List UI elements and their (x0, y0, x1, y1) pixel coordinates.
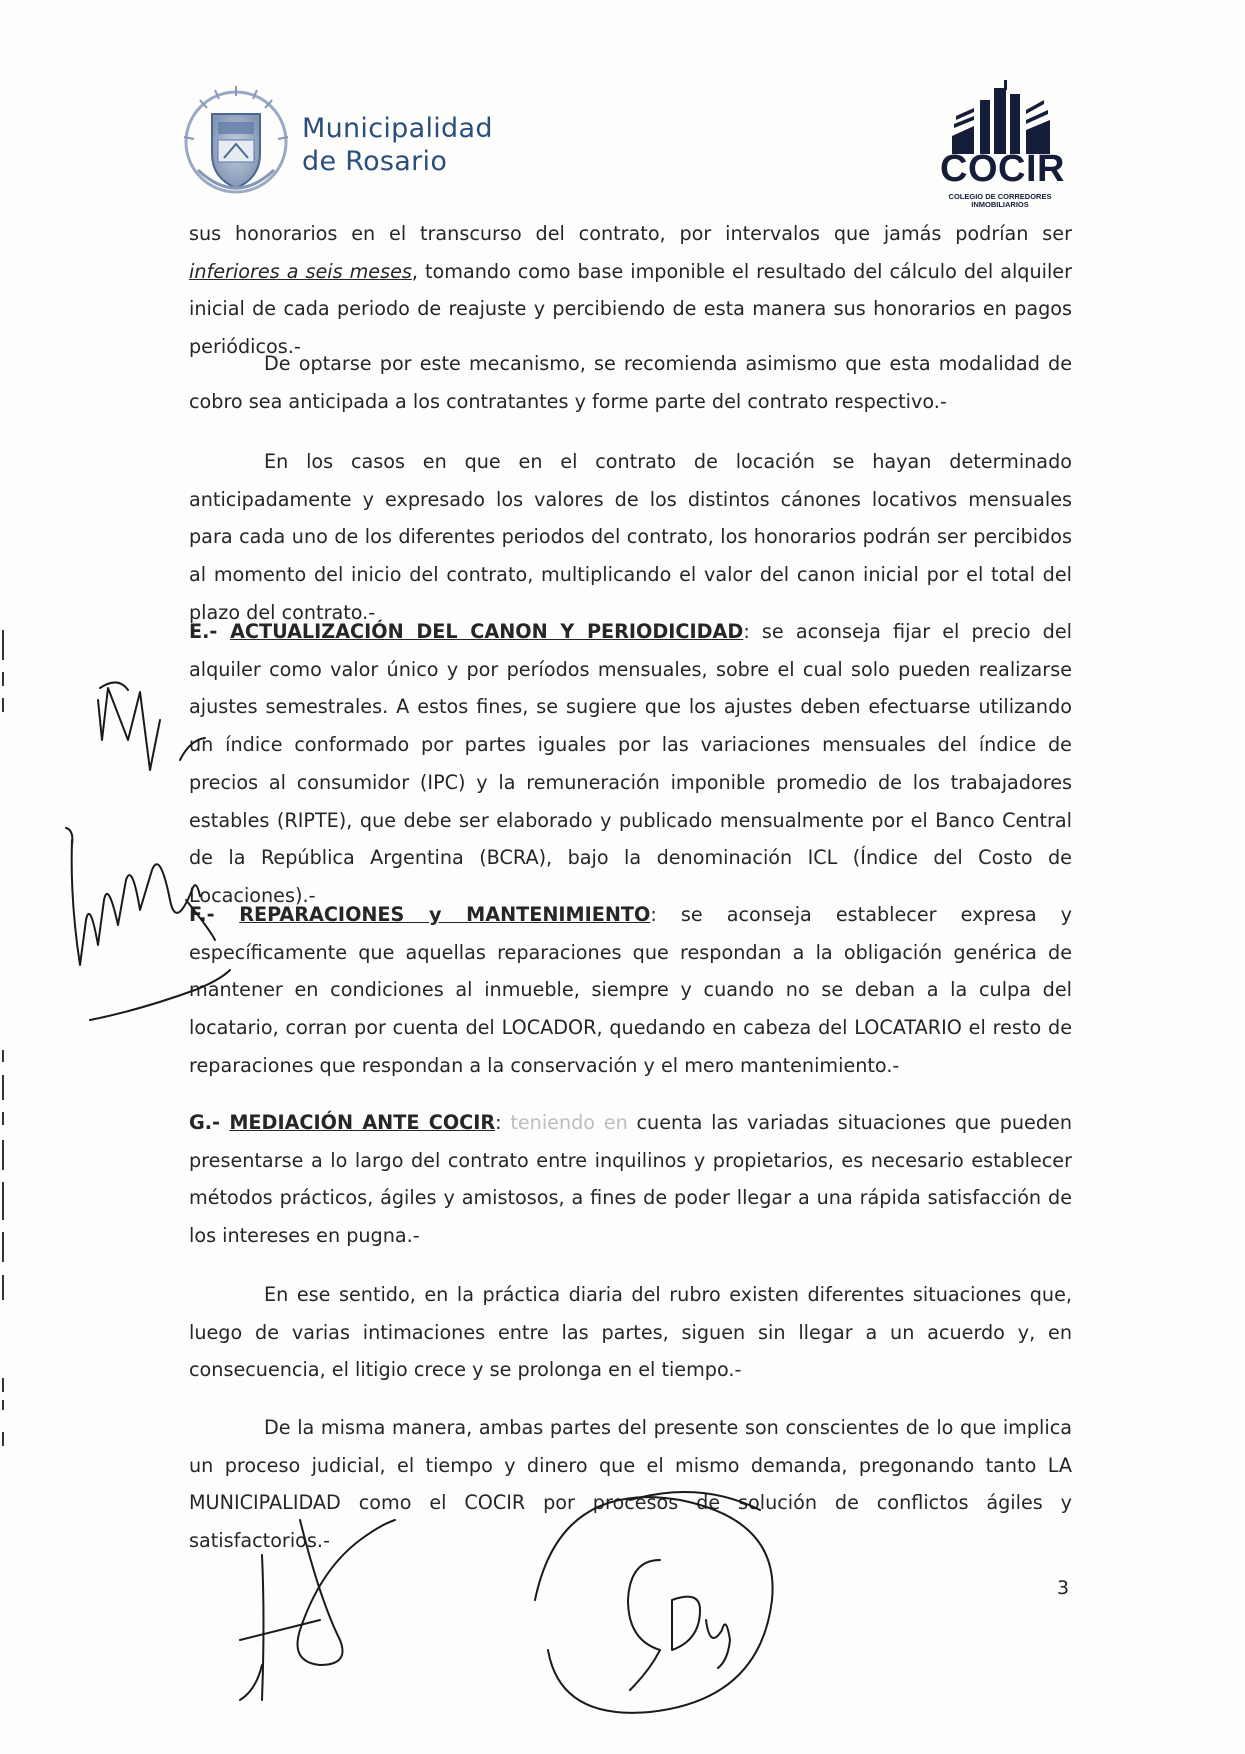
section-g-heading: MEDIACIÓN ANTE COCIR (229, 1111, 496, 1134)
municipality-name (302, 112, 493, 178)
cocir-name: COCIR (940, 148, 1065, 190)
section-e (189, 613, 1072, 915)
section-f-letter: F.- (189, 903, 240, 926)
paragraph-honorarios-continuation (189, 215, 1072, 366)
paragraph-proceso-judicial (189, 1409, 1072, 1560)
paragraph-canones (189, 443, 1072, 632)
section-g (189, 1104, 1072, 1255)
municipality-name-line1: Municipalidad (302, 113, 493, 144)
cocir-subtitle (935, 193, 1065, 209)
cocir-subtitle-line1: COLEGIO DE CORREDORES (948, 192, 1052, 201)
section-f-text: : se aconseja establecer expresa y específicamente que aquellas reparaciones que respondan a la obligación genérica de mantener en condiciones al inmueble, siempre y cuando no se deban a la culpa del locatario, corran por cuenta del LOCADOR, quedando en cabeza del LOCATARIO el resto de reparaciones que respondan a la conservación y el mero mantenimiento.- (189, 903, 1073, 1077)
section-f-heading: REPARACIONES y MANTENIMIENTO (239, 903, 651, 926)
section-e-letter: E.- (189, 620, 231, 643)
section-e-text: : se aconseja fijar el precio del alquiler como valor único y por períodos mensuales, sobre el cual solo pueden realizarse ajustes semestrales. A estos fines, se sugiere que los ajustes deben efectuarse utilizando un índice conformado por partes iguales por las variaciones mensuales del índice de precios al consumidor (IPC) y la remuneración imponible promedio de los trabajadores estables (RIPTE), que debe ser elaborado y publicado mensualmente por el Banco Central de la República Argentina (BCRA), bajo la denominación ICL (Índice del Costo de Locaciones).- (189, 620, 1072, 907)
paragraph-practica-diaria (189, 1276, 1072, 1389)
municipality-seal-icon (180, 82, 292, 212)
p5-text: De la misma manera, ambas partes del presente son conscientes de lo que implica un proceso judicial, el tiempo y dinero que el mismo demanda, pregonando tanto LA MUNICIPALIDAD como el COCIR por procesos de solución de conflictos ágiles y satisfactorios.- (189, 1416, 1072, 1553)
p2-text: De optarse por este mecanismo, se recomienda asimismo que esta modalidad de cobro sea anticipada a los contratantes y forme parte del contrato respectivo.- (189, 352, 1072, 413)
p3-text: En los casos en que en el contrato de locación se hayan determinado anticipadamente y expresado los valores de los distintos cánones locativos mensuales para cada uno de los diferentes periodos del contrato, los honorarios podrán ser percibidos al momento del inicio del contrato, multiplicando el valor del canon inicial por el total del plazo del contrato.- (189, 450, 1072, 624)
municipality-name-line2: de Rosario (302, 146, 448, 177)
section-g-text-faded: teniendo en (510, 1111, 628, 1134)
scan-margin-marks (0, 0, 12, 1754)
paragraph-mecanismo (189, 345, 1072, 420)
section-g-letter: G.- (189, 1111, 230, 1134)
section-g-text-b: cuenta las variadas situaciones que pueden presentarse a lo largo del contrato entre inquilinos y propietarios, es necesario establecer métodos prácticos, ágiles y amistosos, a fines de poder llegar a una rápida satisfacción de los intereses en pugna.- (189, 1111, 1072, 1248)
section-f (189, 896, 1072, 1085)
p1-text-emphasis: inferiores a seis meses (189, 259, 412, 283)
p1-text-a: sus honorarios en el transcurso del contrato, por intervalos que jamás podrían ser (189, 222, 1072, 245)
p4-text: En ese sentido, en la práctica diaria del rubro existen diferentes situaciones que, luego de varias intimaciones entre las partes, siguen sin llegar a un acuerdo y, en consecuencia, el litigio crece y se prolonga en el tiempo.- (189, 1283, 1072, 1382)
cocir-subtitle-line2: INMOBILIARIOS (971, 200, 1029, 209)
section-g-text-a: : (495, 1111, 511, 1134)
page-number: 3 (1057, 1577, 1070, 1599)
section-e-heading: ACTUALIZACIÓN DEL CANON Y PERIODICIDAD (230, 620, 744, 643)
p1-text-c: , tomando como base imponible el resultado del cálculo del alquiler inicial de cada periodo de reajuste y percibiendo de esta manera sus honorarios en pagos periódicos.- (189, 259, 1072, 359)
